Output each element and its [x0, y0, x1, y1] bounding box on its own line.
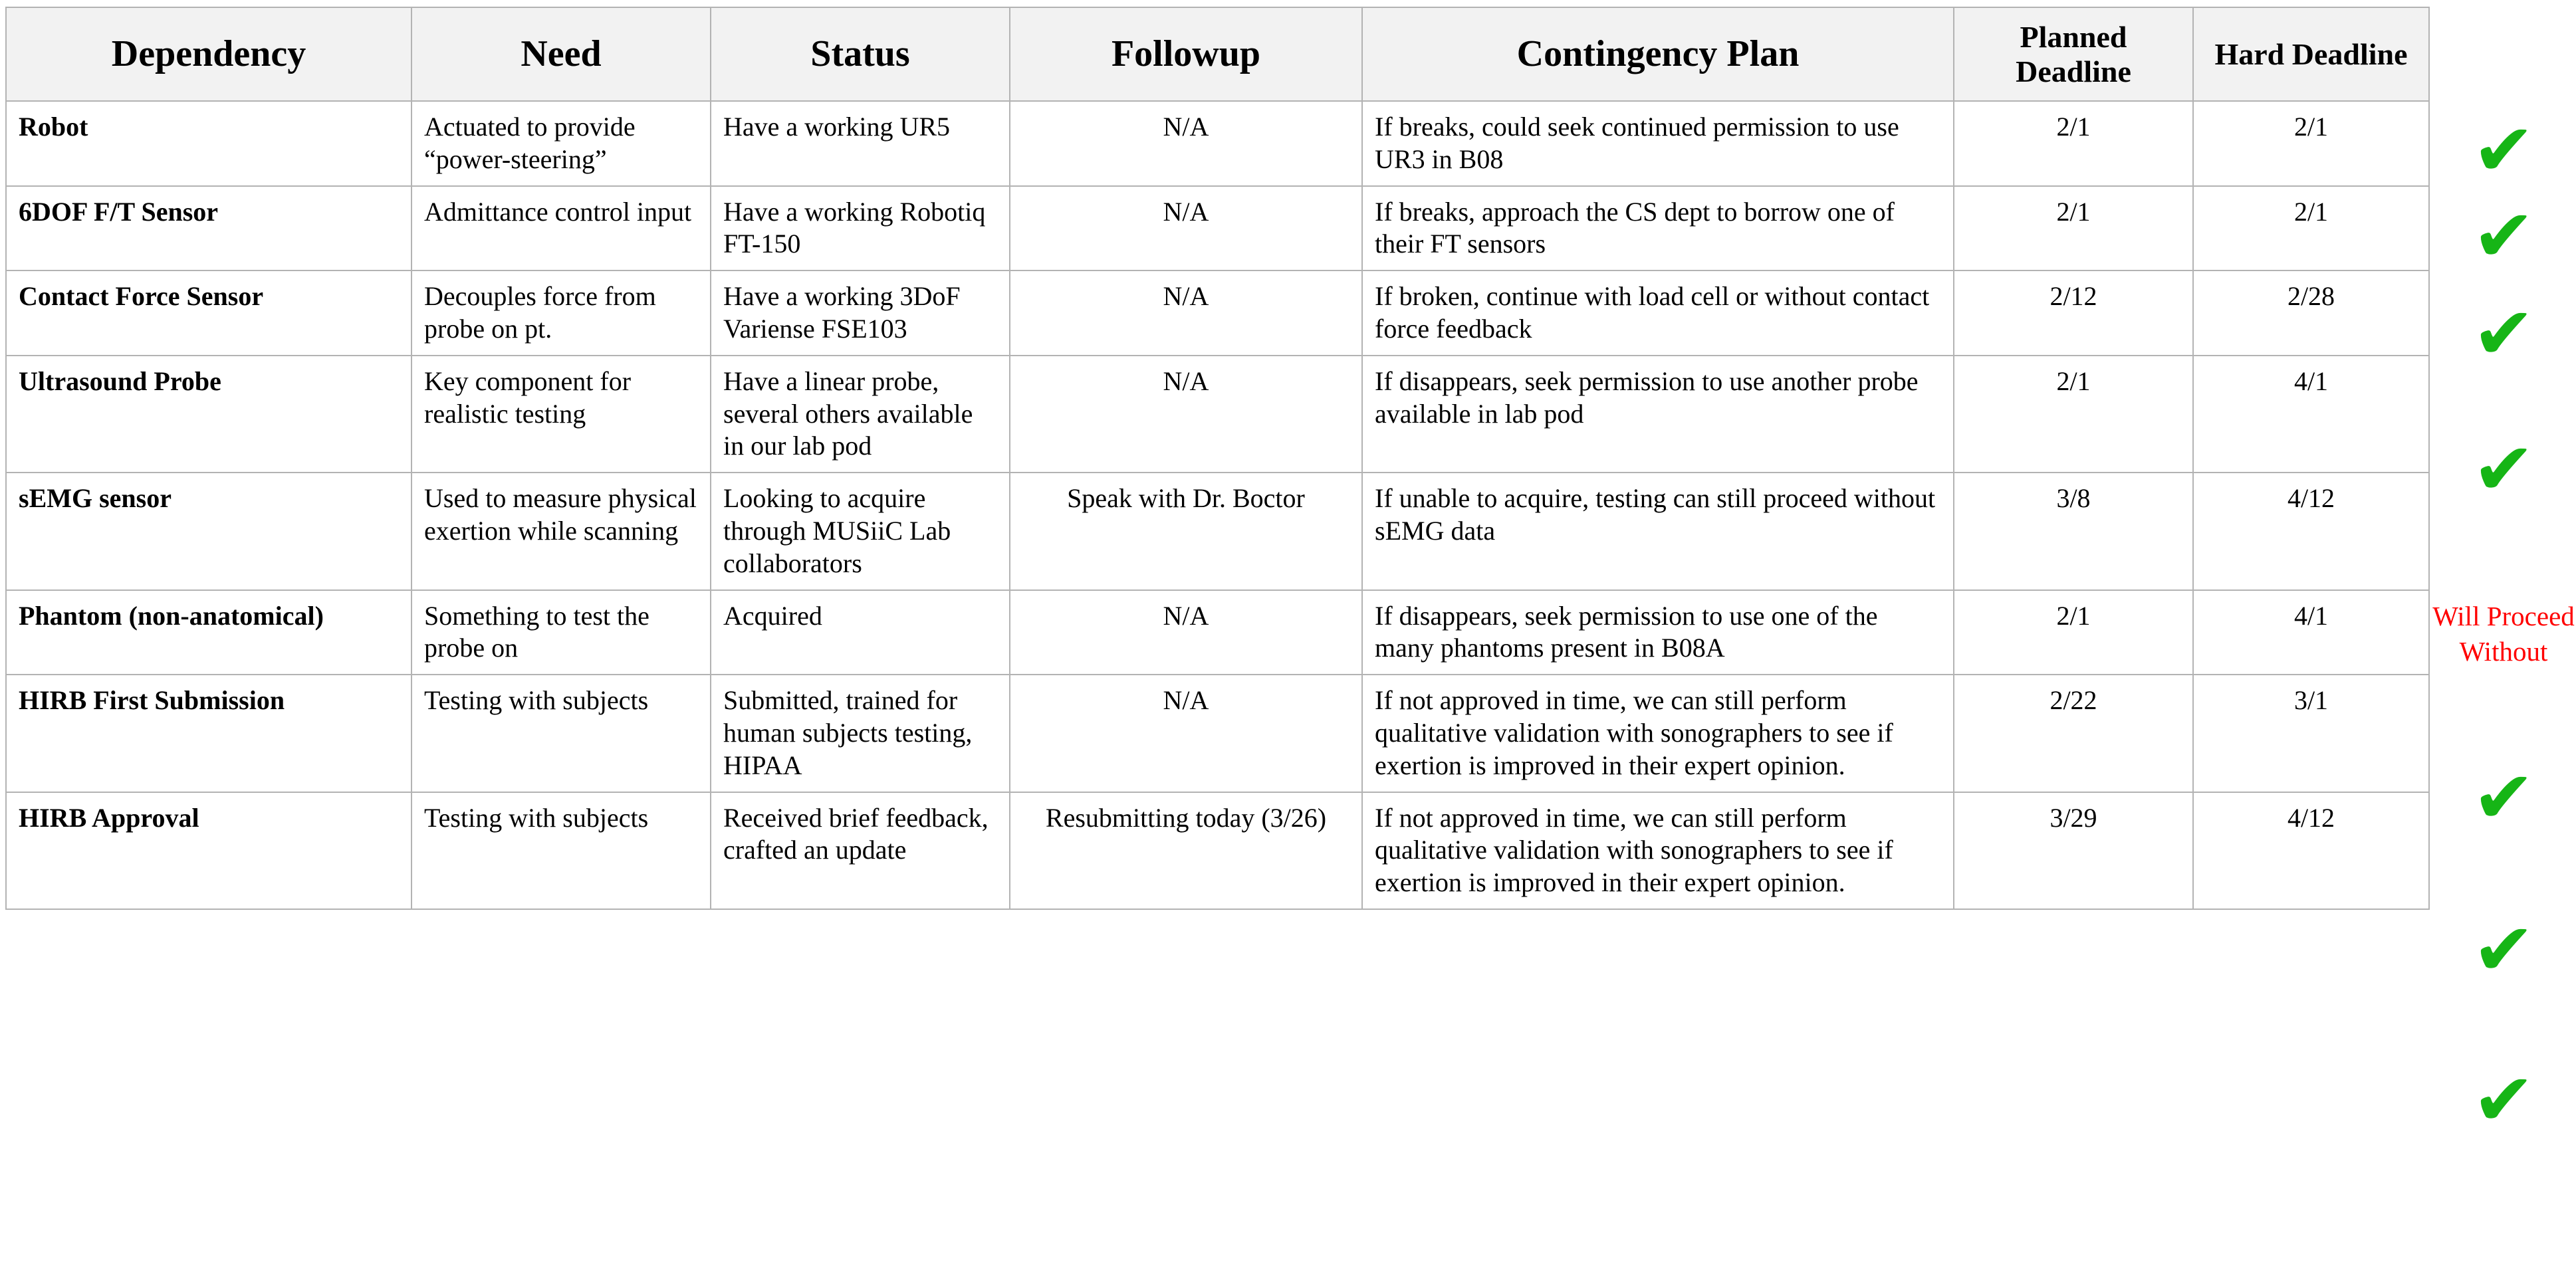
cell-dependency: sEMG sensor: [6, 473, 411, 589]
cell-planned-deadline: 2/22: [1954, 675, 2193, 792]
cell-status: Received brief feedback, crafted an update: [711, 792, 1010, 909]
cell-hard-deadline: 4/12: [2193, 792, 2429, 909]
cell-followup: Resubmitting today (3/26): [1010, 792, 1362, 909]
cell-need: Something to test the probe on: [411, 590, 711, 675]
cell-contingency: If not approved in time, we can still perform qualitative validation with sonographers to see if exertion is improved in their expert opinion.: [1362, 675, 1954, 792]
cell-followup: Speak with Dr. Boctor: [1010, 473, 1362, 589]
table-row: [6, 101, 2429, 186]
cell-need: Testing with subjects: [411, 675, 711, 792]
table-row: [6, 792, 2429, 909]
status-mark-phantom: [2430, 721, 2576, 875]
check-icon: ✔: [2472, 109, 2535, 192]
table-row: [6, 186, 2429, 271]
cell-need: Decouples force from probe on pt.: [411, 270, 711, 356]
cell-dependency: 6DOF F/T Sensor: [6, 186, 411, 271]
cell-contingency: If disappears, seek permission to use another probe available in lab pod: [1362, 356, 1954, 473]
cell-contingency: If broken, continue with load cell or without contact force feedback: [1362, 270, 1954, 356]
cell-status: Submitted, trained for human subjects testing, HIPAA: [711, 675, 1010, 792]
cell-hard-deadline: 3/1: [2193, 675, 2429, 792]
cell-status: Have a working Robotiq FT-150: [711, 186, 1010, 271]
cell-hard-deadline: 4/1: [2193, 590, 2429, 675]
table-row: [6, 675, 2429, 792]
cell-status: Have a linear probe, several others available in our lab pod: [711, 356, 1010, 473]
status-mark-6dof-ft-sensor: [2430, 194, 2576, 278]
column-header-need: Need: [411, 7, 711, 101]
table-row: [6, 590, 2429, 675]
cell-contingency: If breaks, could seek continued permission to use UR3 in B08: [1362, 101, 1954, 186]
status-mark-hirb-first-submission: [2430, 875, 2576, 1025]
cell-dependency: Phantom (non-anatomical): [6, 590, 411, 675]
cell-followup: N/A: [1010, 270, 1362, 356]
cell-status: Acquired: [711, 590, 1010, 675]
cell-planned-deadline: 2/1: [1954, 101, 2193, 186]
cell-dependency: Robot: [6, 101, 411, 186]
check-icon: ✔: [2472, 292, 2535, 375]
table-row: [6, 473, 2429, 589]
cell-status: Looking to acquire through MUSiiC Lab collaborators: [711, 473, 1010, 589]
column-header-followup: Followup: [1010, 7, 1362, 101]
cell-hard-deadline: 4/12: [2193, 473, 2429, 589]
cell-need: Testing with subjects: [411, 792, 711, 909]
table-body: [6, 101, 2429, 909]
status-mark-robot: [2430, 105, 2576, 197]
cell-hard-deadline: 2/1: [2193, 186, 2429, 271]
check-icon: ✔: [2472, 909, 2535, 992]
cell-dependency: Contact Force Sensor: [6, 270, 411, 356]
cell-hard-deadline: 4/1: [2193, 356, 2429, 473]
cell-planned-deadline: 2/1: [1954, 186, 2193, 271]
status-header-spacer: [2430, 7, 2576, 105]
table-header: [6, 7, 2429, 101]
check-icon: ✔: [2472, 1059, 2535, 1142]
column-header-status: Status: [711, 7, 1010, 101]
check-icon: ✔: [2472, 194, 2535, 278]
check-icon: ✔: [2472, 756, 2535, 839]
cell-need: Actuated to provide “power-steering”: [411, 101, 711, 186]
status-mark-semg-sensor: [2430, 546, 2576, 721]
cell-contingency: If unable to acquire, testing can still proceed without sEMG data: [1362, 473, 1954, 589]
column-header-contingency-plan: Contingency Plan: [1362, 7, 1954, 101]
status-mark-contact-force-sensor: [2430, 276, 2576, 393]
cell-hard-deadline: 2/1: [2193, 101, 2429, 186]
dependencies-table: [5, 7, 2430, 910]
cell-contingency: If disappears, seek permission to use one of the many phantoms present in B08A: [1362, 590, 1954, 675]
cell-planned-deadline: 2/12: [1954, 270, 2193, 356]
cell-planned-deadline: 3/29: [1954, 792, 2193, 909]
cell-followup: N/A: [1010, 675, 1362, 792]
status-note-will-proceed-without: Will Proceed Without: [2432, 601, 2575, 667]
cell-status: Have a working 3DoF Variense FSE103: [711, 270, 1010, 356]
column-header-hard-deadline: Hard Deadline: [2193, 7, 2429, 101]
cell-followup: N/A: [1010, 186, 1362, 271]
status-marks-column: [2430, 7, 2576, 1176]
cell-followup: N/A: [1010, 101, 1362, 186]
cell-dependency: HIRB First Submission: [6, 675, 411, 792]
cell-planned-deadline: 2/1: [1954, 356, 2193, 473]
cell-hard-deadline: 2/28: [2193, 270, 2429, 356]
cell-status: Have a working UR5: [711, 101, 1010, 186]
cell-need: Key component for realistic testing: [411, 356, 711, 473]
table-row: [6, 356, 2429, 473]
cell-followup: N/A: [1010, 590, 1362, 675]
cell-dependency: Ultrasound Probe: [6, 356, 411, 473]
cell-need: Admittance control input: [411, 186, 711, 271]
cell-followup: N/A: [1010, 356, 1362, 473]
column-header-planned-deadline: Planned Deadline: [1954, 7, 2193, 101]
check-icon: ✔: [2472, 427, 2535, 511]
cell-planned-deadline: 2/1: [1954, 590, 2193, 675]
cell-contingency: If not approved in time, we can still perform qualitative validation with sonographers to see if exertion is improved in their expert opinion.: [1362, 792, 1954, 909]
cell-need: Used to measure physical exertion while scanning: [411, 473, 711, 589]
cell-contingency: If breaks, approach the CS dept to borrow one of their FT sensors: [1362, 186, 1954, 271]
status-mark-hirb-approval: [2430, 1025, 2576, 1176]
column-header-dependency: Dependency: [6, 7, 411, 101]
cell-planned-deadline: 3/8: [1954, 473, 2193, 589]
table-row: [6, 270, 2429, 356]
cell-dependency: HIRB Approval: [6, 792, 411, 909]
status-mark-ultrasound-probe: [2430, 393, 2576, 546]
table-header-row: [6, 7, 2429, 101]
